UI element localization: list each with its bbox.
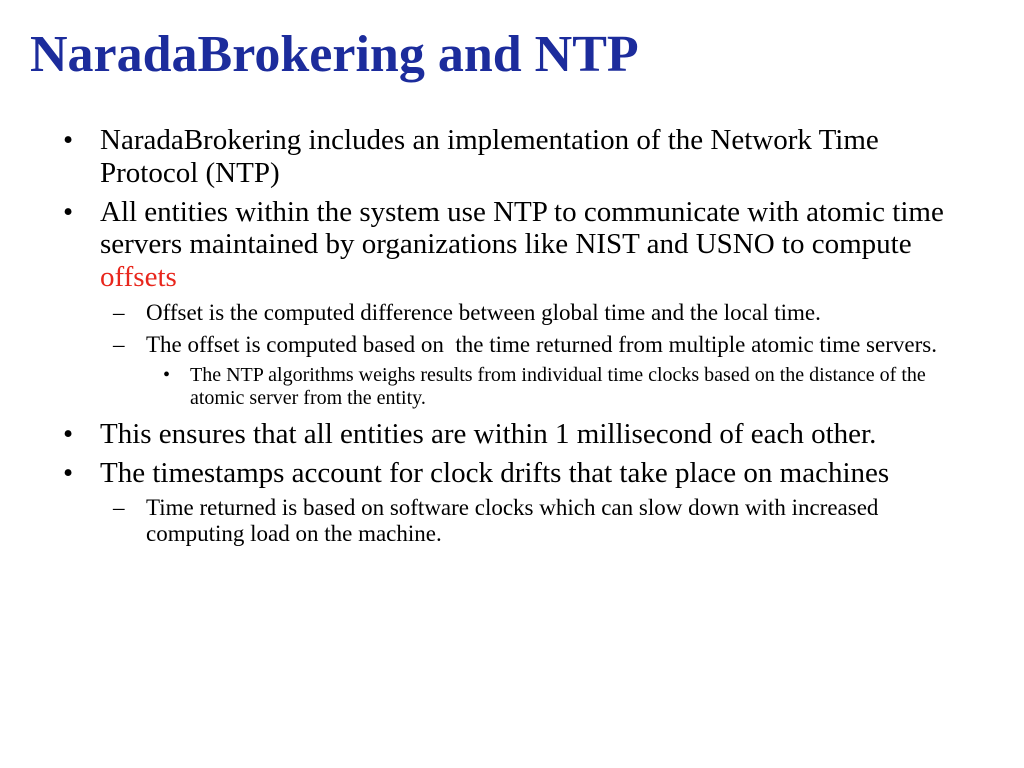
list-item xyxy=(0,457,1024,490)
bullet-list xyxy=(0,124,1024,553)
bullet-icon: • xyxy=(63,456,74,489)
list-item-text: NaradaBrokering includes an implementation of the Network Time Protocol (NTP) xyxy=(100,124,879,189)
dash-icon: – xyxy=(113,299,125,325)
list-item-text: This ensures that all entities are within 1 millisecond of each other. xyxy=(100,417,877,450)
bullet-icon: • xyxy=(63,124,74,156)
bullet-icon: • xyxy=(63,195,74,228)
dash-icon: – xyxy=(113,495,125,521)
bullet-icon: • xyxy=(63,417,74,450)
list-item xyxy=(0,300,1024,326)
list-item xyxy=(0,332,1024,358)
bullet-icon: • xyxy=(163,363,171,386)
list-item-text: All entities within the system use NTP to communicate with atomic time servers maintained by organizations like NIST and USNO to compute xyxy=(100,195,944,261)
highlighted-term: offsets xyxy=(100,261,177,294)
list-item-text: The timestamps account for clock drifts that take place on machines xyxy=(100,456,890,489)
list-item xyxy=(0,196,1024,294)
list-item-text: The offset is computed based on the time returned from multiple atomic time servers. xyxy=(146,331,937,357)
list-item xyxy=(0,364,1024,410)
list-item xyxy=(0,418,1024,451)
dash-icon: – xyxy=(113,331,125,357)
list-item xyxy=(0,495,1024,547)
list-item-text: The NTP algorithms weighs results from individual time clocks based on the distance of the atomic server from the entity. xyxy=(190,363,926,409)
list-item-text: Time returned is based on software clocks which can slow down with increased computing load on the machine. xyxy=(146,495,879,547)
list-item-text: Offset is the computed difference between global time and the local time. xyxy=(146,299,821,325)
slide-title: NaradaBrokering and NTP xyxy=(30,26,639,83)
list-item xyxy=(0,124,1024,190)
